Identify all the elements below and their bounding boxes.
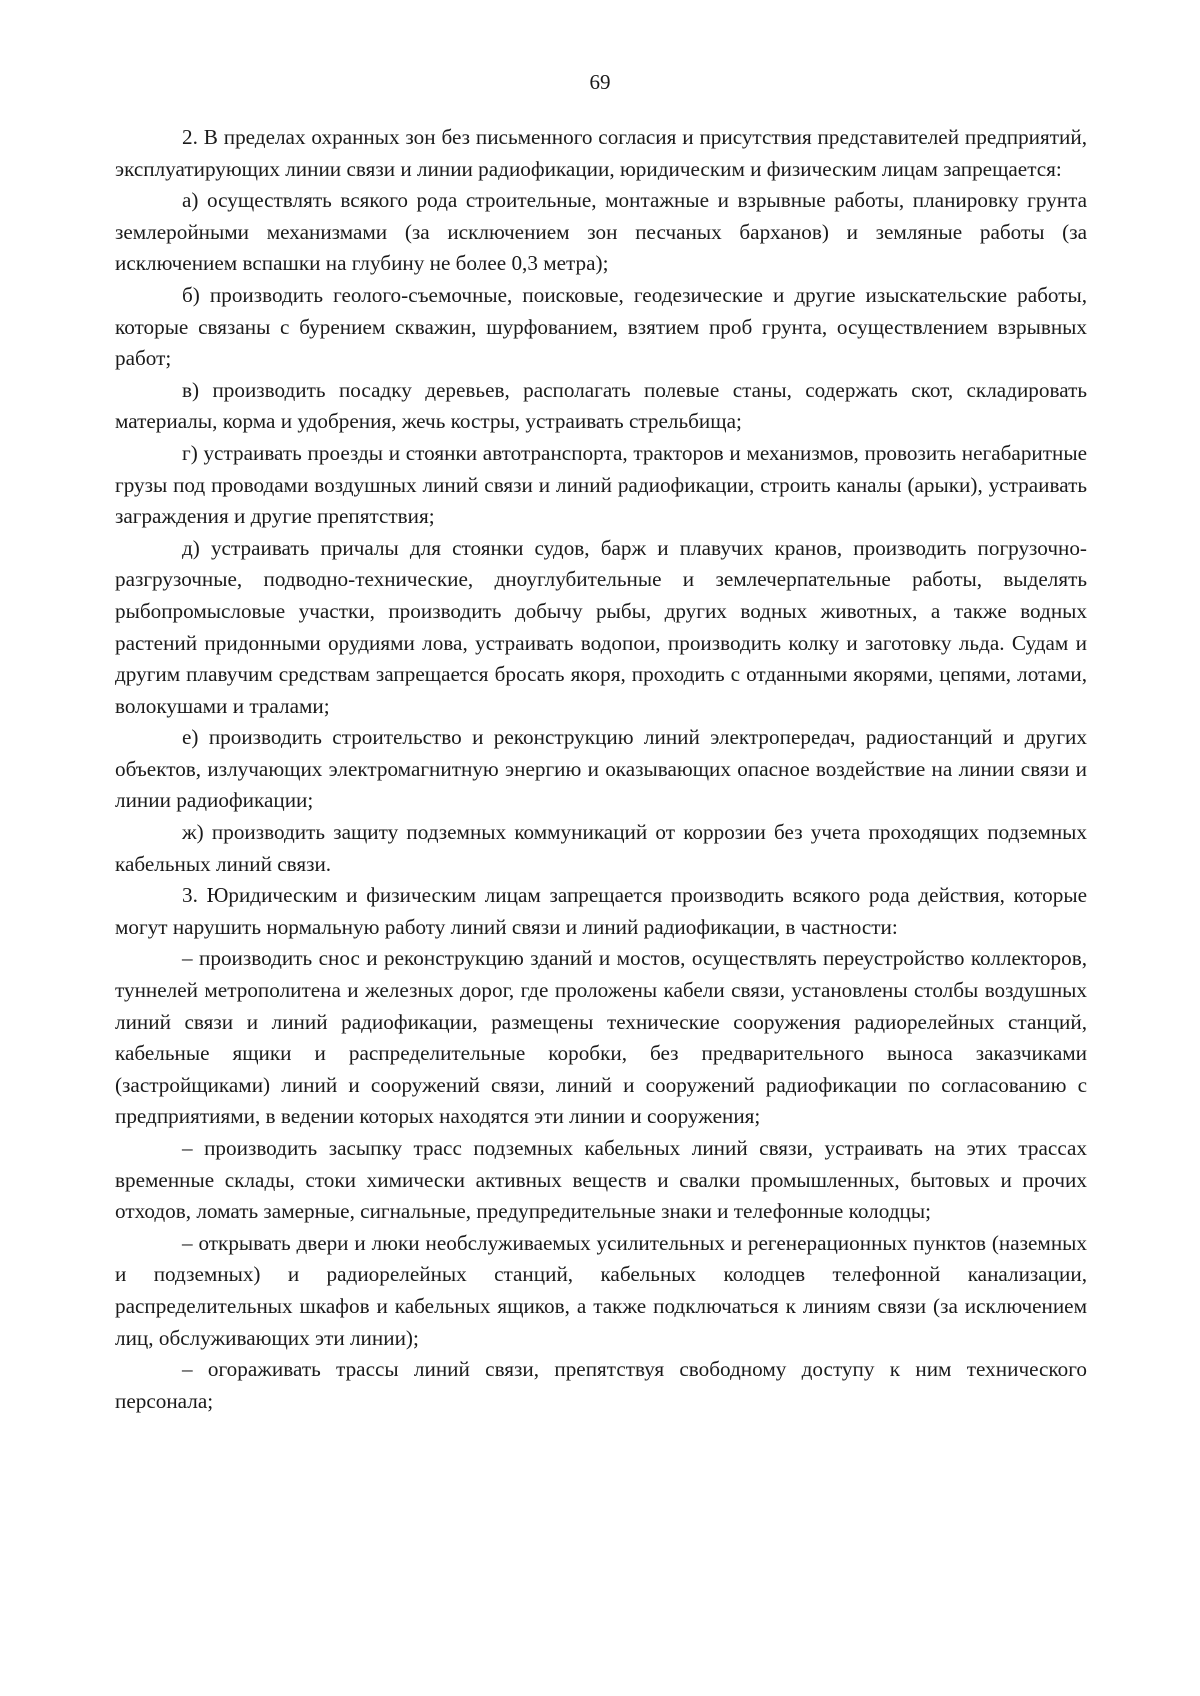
paragraph-dash-3: – открывать двери и люки необслуживаемых усилительных и регенерационных пунктов (наземных и подземных) и радиорелейных станций, кабельных колодцев телефонной канализации, распределительных шкафов и кабельных ящиков, а также подключаться к линиям связи (за исключением лиц, обслуживающих эти линии); (115, 1230, 1087, 1350)
document-body (115, 122, 1087, 1417)
paragraph-3-intro: 3. Юридическим и физическим лицам запрещается производить всякого рода действия, которые могут нарушить нормальную работу линий связи и линий радиофикации, в частности: (115, 883, 1087, 939)
paragraph-item-g: г) устраивать проезды и стоянки автотранспорта, тракторов и механизмов, провозить негабаритные грузы под проводами воздушных линий связи и линий радиофикации, строить каналы (арыки), устраивать заграждения и другие препятствия; (115, 440, 1087, 529)
paragraph-item-b: б) производить геолого-съемочные, поисковые, геодезические и другие изыскательские работы, которые связаны с бурением скважин, шурфованием, взятием проб грунта, осуществлением взрывных работ; (115, 282, 1087, 371)
paragraph-item-a: а) осуществлять всякого рода строительные, монтажные и взрывные работы, планировку грунта землеройными механизмами (за исключением зон песчаных барханов) и земляные работы (за исключением вспашки на глубину не более 0,3 метра); (115, 188, 1087, 276)
paragraph-dash-1: – производить снос и реконструкцию зданий и мостов, осуществлять переустройство коллекторов, туннелей метрополитена и железных дорог, где проложены кабели связи, установлены столбы воздушных линий связи и линий радиофикации, размещены технические сооружения радиорелейных станций, кабельные ящики и распределительные коробки, без предварительного выноса заказчиками (застройщиками) линий и сооружений связи, линий и сооружений радиофикации по согласованию с предприятиями, в ведении которых находятся эти линии и сооружения; (115, 946, 1087, 1129)
paragraph-item-zh: ж) производить защиту подземных коммуникаций от коррозии без учета проходящих подземных кабельных линий связи. (115, 820, 1087, 876)
paragraph-dash-2: – производить засыпку трасс подземных кабельных линий связи, устраивать на этих трассах временные склады, стоки химически активных веществ и свалки промышленных, бытовых и прочих отходов, ломать замерные, сигнальные, предупредительные знаки и телефонные колодцы; (115, 1136, 1087, 1224)
paragraph-2-intro: 2. В пределах охранных зон без письменного согласия и присутствия представителей предприятий, эксплуатирующих линии связи и линии радиофикации, юридическим и физическим лицам запрещается: (115, 125, 1087, 181)
paragraph-dash-4: – огораживать трассы линий связи, препятствуя свободному доступу к ним технического персонала; (115, 1357, 1087, 1413)
paragraph-item-e: е) производить строительство и реконструкцию линий электропередач, радиостанций и других объектов, излучающих электромагнитную энергию и оказывающих опасное воздействие на линии связи и линии радиофикации; (115, 725, 1087, 813)
paragraph-item-v: в) производить посадку деревьев, располагать полевые станы, содержать скот, складировать материалы, корма и удобрения, жечь костры, устраивать стрельбища; (115, 377, 1087, 434)
page-number: 69 (589, 70, 611, 94)
paragraph-item-d: д) устраивать причалы для стоянки судов, барж и плавучих кранов, производить погрузочно-разгрузочные, подводно-технические, дноуглубительные и землечерпательные работы, выделять рыбопромысловые участки, производить добычу рыбы, других водных животных, а также водных растений придонными орудиями лова, устраивать водопои, производить колку и заготовку льда. Судам и другим плавучим средствам запрещается бросать якоря, проходить с отданными якорями, цепями, лотами, волокушами и тралами; (115, 535, 1087, 718)
